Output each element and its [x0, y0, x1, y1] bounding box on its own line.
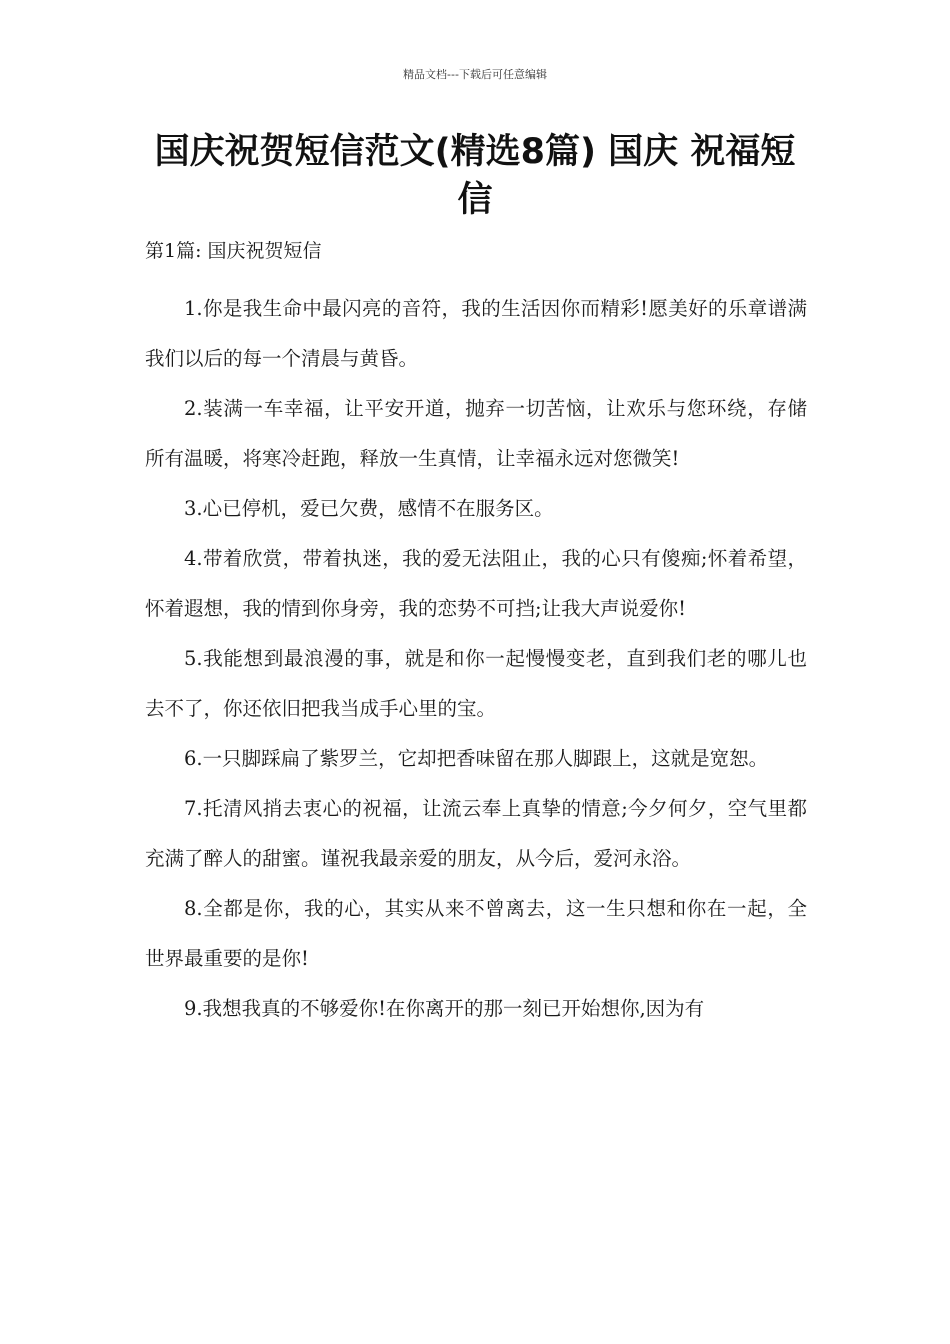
paragraph: 6.一只脚踩扁了紫罗兰，它却把香味留在那人脚跟上，这就是宽恕。: [184, 747, 769, 770]
body-text: [145, 284, 807, 1034]
section-heading: 第1篇: 国庆祝贺短信: [145, 240, 322, 262]
paragraph: 3.心已停机，爱已欠费，感情不在服务区。: [184, 497, 554, 520]
header-note: 精品文档---下载后可任意编辑: [403, 68, 547, 81]
paragraph: 9.我想我真的不够爱你!在你离开的那一刻已开始想你,因为有: [184, 997, 705, 1020]
paragraph: 8.全都是你，我的心，其实从来不曾离去，这一生只想和你在一起，全世界最重要的是你!: [145, 897, 807, 970]
document-title: 国庆祝贺短信范文(精选8篇) 国庆 祝福短信: [154, 132, 796, 220]
paragraph: 2.装满一车幸福，让平安开道，抛弃一切苦恼，让欢乐与您环绕，存储所有温暖，将寒冷赶跑，释放一生真情，让幸福永远对您微笑!: [145, 397, 807, 470]
paragraph: 4.带着欣赏，带着执迷，我的爱无法阻止，我的心只有傻痴;怀着希望，怀着遐想，我的情到你身旁，我的恋势不可挡;让我大声说爱你!: [145, 547, 807, 620]
paragraph: 1.你是我生命中最闪亮的音符，我的生活因你而精彩!愿美好的乐章谱满我们以后的每一个清晨与黄昏。: [145, 297, 807, 370]
paragraph: 7.托清风捎去衷心的祝福，让流云奉上真挚的情意;今夕何夕，空气里都充满了醉人的甜蜜。谨祝我最亲爱的朋友，从今后，爱河永浴。: [145, 797, 807, 870]
paragraph: 5.我能想到最浪漫的事，就是和你一起慢慢变老，直到我们老的哪儿也去不了，你还依旧把我当成手心里的宝。: [145, 647, 807, 720]
